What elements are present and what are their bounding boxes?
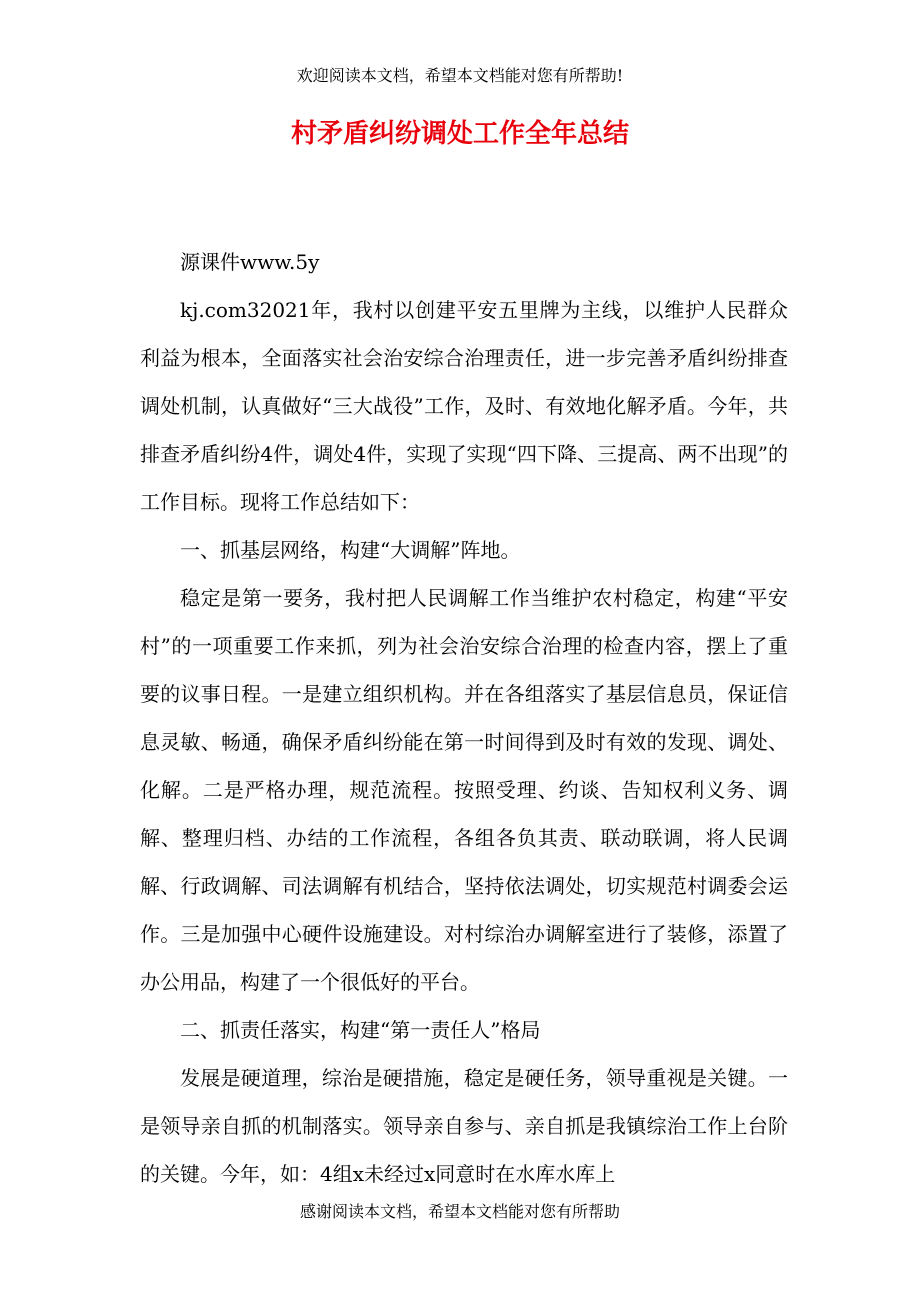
- paragraph-section-2: 发展是硬道理，综治是硬措施，稳定是硬任务，领导重视是关键。一是领导亲自抓的机制落实。领导亲自参与、亲自抓是我镇综治工作上台阶的关键。今年，如：4组x未经过x同意时在水库水库上: [140, 1066, 788, 1186]
- paragraph-source: 源课件www.5y: [180, 250, 320, 274]
- paragraph-intro: kj.com32021年，我村以创建平安五里牌为主线，以维护人民群众利益为根本，全面落实社会治安综合治理责任，进一步完善矛盾纠纷排查调处机制，认真做好“三大战役”工作，及时、有效地化解矛盾。今年，共排查矛盾纠纷4件，调处4件，实现了实现“四下降、三提高、两不出现”的工作目标。现将工作总结如下：: [140, 298, 788, 514]
- section-heading-2: 二、抓责任落实，构建“第一责任人”格局: [180, 1018, 541, 1042]
- paragraph-section-1: 稳定是第一要务，我村把人民调解工作当维护农村稳定，构建“平安村”的一项重要工作来抓，列为社会治安综合治理的检查内容，摆上了重要的议事日程。一是建立组织机构。并在各组落实了基层信息员，保证信息灵敏、畅通，确保矛盾纠纷能在第一时间得到及时有效的发现、调处、化解。二是严格办理，规范流程。按照受理、约谈、告知权利义务、调解、整理归档、办结的工作流程，各组各负其责、联动联调，将人民调解、行政调解、司法调解有机结合，坚持依法调处，切实规范村调委会运作。三是加强中心硬件设施建设。对村综治办调解室进行了装修，添置了办公用品，构建了一个很低好的平台。: [140, 586, 788, 994]
- document-title: 村矛盾纠纷调处工作全年总结: [290, 119, 629, 149]
- section-heading-1: 一、抓基层网络，构建“大调解”阵地。: [180, 538, 521, 562]
- document-body: [140, 238, 788, 1198]
- footer-note: 感谢阅读本文档，希望本文档能对您有所帮助: [299, 1202, 620, 1221]
- header-note: 欢迎阅读本文档，希望本文档能对您有所帮助!: [296, 66, 624, 85]
